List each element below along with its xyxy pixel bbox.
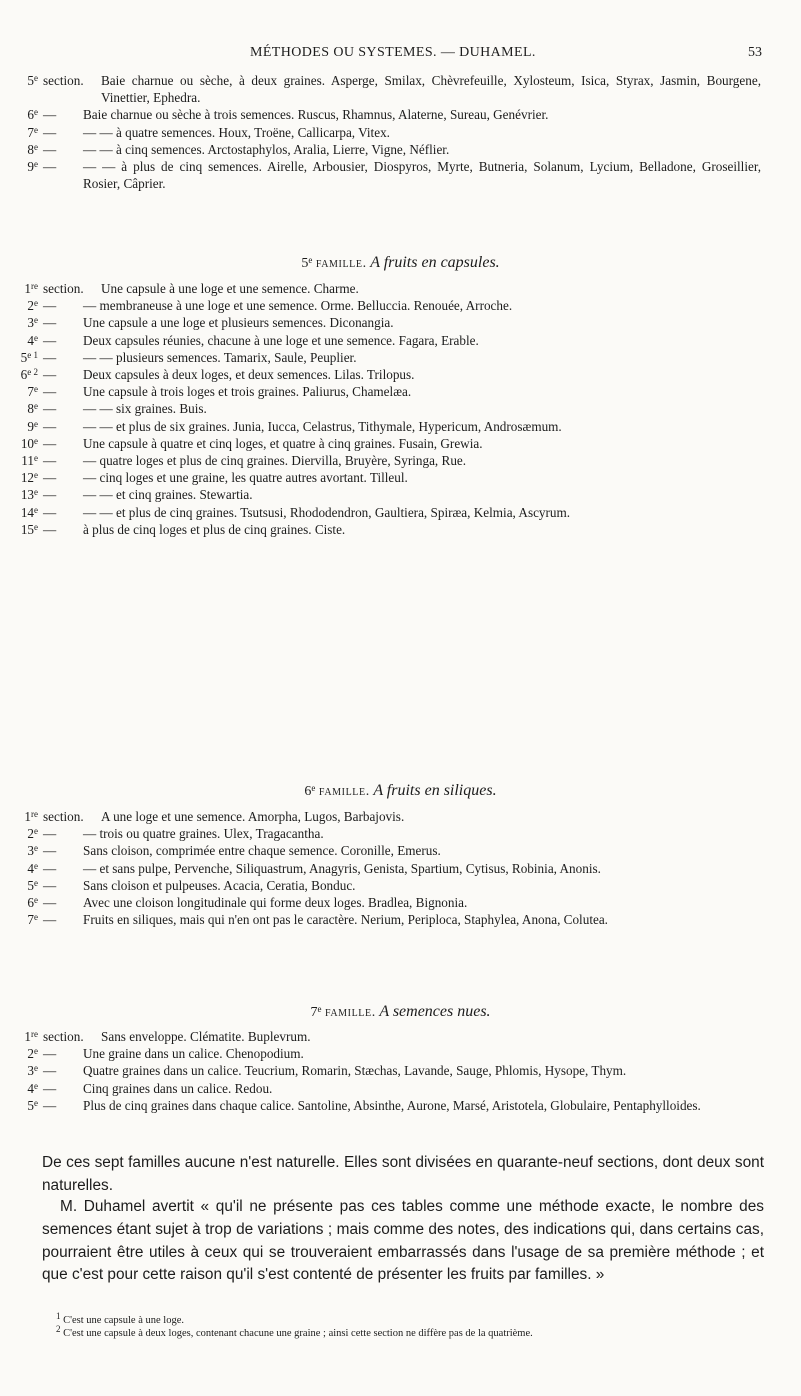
section-label: — [43,367,57,383]
section-text: — trois ou quatre graines. Ulex, Tragacantha. [83,826,324,842]
section-label: — [43,159,57,175]
section-number-value: 4 [27,860,34,876]
section-ordinal: e [34,384,38,395]
section-text: — membraneuse à une loge et une semence. Orme. Belluccia. Renouée, Arroche. [83,298,513,314]
section-text: Deux capsules réunies, chacune à une loge et une semence. Fagara, Erable. [83,332,479,348]
section-text: Deux capsules à deux loges, et deux semences. Lilas. Trilopus. [83,367,415,383]
section-number-value: 5 [20,349,28,365]
section-number [0,504,43,521]
section-number-value: 7 [27,124,34,140]
section-label: — [43,1080,57,1096]
section-number-value: 4 [27,1080,34,1096]
footnote-marker: 1 [56,1311,61,1321]
section-label: — [43,401,57,417]
section-text: Quatre graines dans un calice. Teucrium, Romarin, Stæchas, Lavande, Sauge, Phlomis, Hysope, Thym. [83,1063,627,1079]
footnote [42,1324,764,1340]
section-text: — — et plus de six graines. Junia, Iucca, Celastrus, Tithymale, Hypericum, Androsæmum. [83,418,562,434]
section-number-value: 3 [27,315,34,331]
section-number [0,280,43,297]
section-number-value: 2 [27,826,34,842]
section-number-value: 6 [20,367,28,383]
section-entry [0,332,801,349]
section-label: — [43,826,57,842]
section-ordinal: e [34,1080,38,1091]
section-text: — — et plus de cinq graines. Tsutsusi, Rhododendron, Gaultiera, Spiræa, Kelmia, Ascyrum. [83,504,571,520]
section-ordinal: e [34,107,38,118]
section-ordinal: e [34,401,38,412]
section-text: Baie charnue ou sèche à trois semences. Ruscus, Rhamnus, Alaterne, Sureau, Genévrier. [83,107,549,123]
running-head: MÉTHODES OU SYSTEMES. — DUHAMEL. [250,45,536,60]
family-number: 7 [310,1005,318,1020]
section-text: Sans cloison et pulpeuses. Acacia, Ceratia, Bonduc. [83,877,356,893]
section-entry [0,400,801,417]
section-number [0,1062,43,1079]
section-number [0,314,43,331]
section-number [0,124,43,141]
section-number [0,469,43,486]
section-number [0,297,43,314]
family-ordinal: e [317,1004,322,1014]
section-label: — [43,1046,57,1062]
section-number [0,106,43,123]
section-number [0,877,43,894]
section-label: — [43,843,57,859]
section-label: — [43,384,57,400]
section-text: Avec une cloison longitudinale qui forme deux loges. Bradlea, Bignonia. [83,895,468,911]
section-number [0,808,43,825]
section-entry [0,314,801,331]
section-ordinal: e [34,73,38,83]
section-ordinal: e [34,521,38,532]
section-label: section. [43,73,84,88]
section-text: Une graine dans un calice. Chenopodium. [83,1046,304,1062]
section-number-value: 5 [27,877,34,893]
footnote-text: C'est une capsule à une loge. [63,1315,184,1326]
section-entry [0,877,801,894]
footnote-text: C'est une capsule à deux loges, contenant chacune une graine ; ainsi cette section ne diffère pas de la quatrième. [63,1328,533,1339]
family-title: A fruits en siliques. [373,782,497,799]
section-entry [0,1045,801,1062]
page-number: 53 [748,45,762,60]
section-ordinal: re [31,281,38,291]
section-number [0,1045,43,1062]
section-text: Sans cloison, comprimée entre chaque semence. Coronille, Emerus. [83,843,441,859]
section-label: — [43,895,57,911]
section-entry [0,469,801,486]
section-entry [0,297,801,314]
section-label: — [43,332,57,348]
family-label: famille. [324,1005,376,1020]
section-entry [0,911,801,928]
section-label: — [43,435,57,451]
family-5-list [0,280,801,538]
section-ordinal: e [34,877,38,888]
section-number [0,486,43,503]
section-number [0,158,43,175]
section-text: Cinq graines dans un calice. Redou. [83,1080,273,1096]
section-ordinal: e [34,1097,38,1108]
section-ordinal: e [34,470,38,481]
footnotes [42,1311,764,1340]
family-6-list [0,808,801,928]
section-entry [0,842,801,859]
page-header [0,44,801,66]
section-entry [0,158,801,192]
family-ordinal: e [308,255,313,265]
section-label: section. [43,1029,84,1044]
section-ordinal: e [34,912,38,923]
section-text: — cinq loges et une graine, les quatre autres avortant. Tilleul. [83,470,408,486]
section-text: Plus de cinq graines dans chaque calice. Santoline, Absinthe, Aurone, Marsé, Aristotela, Globulaire, Pentaphylloides. [83,1097,701,1113]
section-text: Sans enveloppe. Clématite. Buplevrum. [101,1029,311,1044]
section-number-value: 6 [27,895,34,911]
section-label: — [43,315,57,331]
section-ordinal: e [34,895,38,906]
section-number-value: 3 [27,1063,34,1079]
section-label: — [43,1063,57,1079]
section-label: — [43,298,57,314]
section-ordinal: e [34,141,38,152]
section-text: — et sans pulpe, Pervenche, Siliquastrum, Anagyris, Genista, Spartium, Cytisus, Robinia, Anonis. [83,860,601,876]
family-6-heading [0,782,801,800]
section-entry [0,1062,801,1079]
section-number-value: 4 [27,332,34,348]
section-number [0,383,43,400]
section-number [0,366,43,383]
family-ordinal: e [311,783,316,793]
section-ordinal: e 1 [27,349,38,360]
section-entry [0,366,801,383]
section-label: — [43,124,57,140]
section-number [0,349,43,366]
section-entry [0,894,801,911]
footnote-marker: 2 [56,1324,61,1334]
section-label: — [43,860,57,876]
section-text: A une loge et une semence. Amorpha, Lugos, Barbajovis. [101,809,405,824]
section-number [0,332,43,349]
section-label: — [43,107,57,123]
section-ordinal: e [34,826,38,837]
family-4-continuation [0,72,801,192]
section-number-value: 5 [27,1097,34,1113]
family-title: A semences nues. [379,1003,491,1020]
section-ordinal: e [34,843,38,854]
section-ordinal: e [34,418,38,429]
section-number [0,418,43,435]
section-label: — [43,487,57,503]
section-number-value: 12 [20,470,34,486]
section-number-value: 9 [27,418,34,434]
section-label: — [43,504,57,520]
section-text: — — six graines. Buis. [83,401,207,417]
section-entry [0,106,801,123]
section-number-value: 2 [27,1046,34,1062]
section-number-value: 14 [20,504,34,520]
footnote [42,1311,764,1327]
section-entry [0,141,801,158]
section-number-value: 6 [27,107,34,123]
section-number-value: 15 [20,521,34,537]
section-number-value: 13 [20,487,34,503]
section-entry [0,1097,801,1114]
section-ordinal: e [34,504,38,515]
family-7-list [0,1028,801,1114]
section-number-value: 10 [20,435,34,451]
family-number: 6 [304,784,312,799]
section-ordinal: re [31,809,38,819]
section-ordinal: e 2 [27,367,38,378]
family-label: famille. [315,256,367,271]
section-number-value: 7 [27,384,34,400]
section-entry [0,418,801,435]
section-label: — [43,141,57,157]
section-entry [0,124,801,141]
section-label: section. [43,809,84,824]
section-number [0,72,43,89]
section-number [0,141,43,158]
section-number [0,1028,43,1045]
section-entry [0,72,801,106]
section-entry [0,1028,801,1045]
section-text: — — à cinq semences. Arctostaphylos, Aralia, Lierre, Vigne, Néflier. [83,141,450,157]
section-number [0,435,43,452]
section-label: — [43,912,57,928]
section-ordinal: e [34,1046,38,1057]
section-number [0,911,43,928]
family-5-heading [0,254,801,272]
section-label: — [43,877,57,893]
section-entry [0,521,801,538]
section-text: Une capsule à trois loges et trois graines. Paliurus, Chamelæa. [83,384,412,400]
section-text: Une capsule a une loge et plusieurs semences. Diconangia. [83,315,394,331]
section-text: Baie charnue ou sèche, à deux graines. Asperge, Smilax, Chèvrefeuille, Xylosteum, Isica, Styrax, Jasmin, Bourgene, Vinettier, Ephedra. [101,73,761,106]
section-entry [0,486,801,503]
section-entry [0,825,801,842]
section-ordinal: e [34,435,38,446]
section-number-value: 1 [24,281,31,296]
section-entry [0,435,801,452]
section-ordinal: e [34,1063,38,1074]
section-entry [0,280,801,297]
section-number [0,894,43,911]
section-number [0,1080,43,1097]
section-entry [0,860,801,877]
section-number-value: 9 [27,159,34,175]
section-number-value: 8 [27,401,34,417]
section-entry [0,504,801,521]
section-ordinal: e [34,487,38,498]
section-text: — — à plus de cinq semences. Airelle, Arbousier, Diospyros, Myrte, Butneria, Solanum, Lycium, Belladone, Groseillier, Rosier, Câprier. [83,159,761,192]
section-label: — [43,521,57,537]
section-label: — [43,418,57,434]
section-label: — [43,470,57,486]
family-7-heading [0,1003,801,1021]
family-number: 5 [301,256,309,271]
section-number-value: 5 [27,73,34,88]
section-number [0,825,43,842]
section-text: — — plusieurs semences. Tamarix, Saule, Peuplier. [83,349,357,365]
section-number-value: 11 [21,453,34,469]
section-ordinal: e [34,159,38,170]
section-ordinal: e [34,453,38,464]
section-ordinal: e [34,860,38,871]
body-paragraph: De ces sept familles aucune n'est naturelle. Elles sont divisées en quarante-neuf sections, dont deux sont naturelles. [42,1154,764,1194]
section-entry [0,349,801,366]
section-number [0,860,43,877]
section-text: — quatre loges et plus de cinq graines. Diervilla, Bruyère, Syringa, Rue. [83,453,467,469]
section-label: — [43,1097,57,1113]
section-number-value: 7 [27,912,34,928]
family-title: A fruits en capsules. [370,254,500,271]
section-number [0,842,43,859]
section-entry [0,452,801,469]
section-number [0,452,43,469]
section-entry [0,383,801,400]
section-text: Une capsule à quatre et cinq loges, et quatre à cinq graines. Fusain, Grewia. [83,435,483,451]
family-label: famille. [318,784,370,799]
section-label: — [43,349,57,365]
section-text: — — à quatre semences. Houx, Troëne, Callicarpa, Vitex. [83,124,390,140]
body-paragraph: M. Duhamel avertit « qu'il ne présente pas ces tables comme une méthode exacte, le nombre des semences étant sujet à trop de variations ; mais comme des notes, des indications qui, dans certains cas, pourraient être utiles à ceux qui se trouveraient embarrassés dans l'usage de sa première méthode ; et que c'est pour cette raison qu'il s'est contenté de présenter les fruits par familles. » [42,1198,764,1284]
section-number-value: 8 [27,141,34,157]
section-entry [0,1080,801,1097]
section-number-value: 1 [24,809,31,824]
section-number [0,400,43,417]
section-label: section. [43,281,84,296]
section-ordinal: e [34,298,38,309]
section-text: à plus de cinq loges et plus de cinq graines. Ciste. [83,521,346,537]
section-number [0,521,43,538]
section-number-value: 3 [27,843,34,859]
section-ordinal: e [34,315,38,326]
section-number [0,1097,43,1114]
section-text: Fruits en siliques, mais qui n'en ont pas le caractère. Nerium, Periploca, Staphylea, Anona, Colutea. [83,912,608,928]
section-text: Une capsule à une loge et une semence. Charme. [101,281,359,296]
section-text: — — et cinq graines. Stewartia. [83,487,253,503]
section-ordinal: re [31,1029,38,1039]
section-entry [0,808,801,825]
section-ordinal: e [34,124,38,135]
section-number-value: 1 [24,1029,31,1044]
section-number-value: 2 [27,298,34,314]
section-ordinal: e [34,332,38,343]
section-label: — [43,453,57,469]
